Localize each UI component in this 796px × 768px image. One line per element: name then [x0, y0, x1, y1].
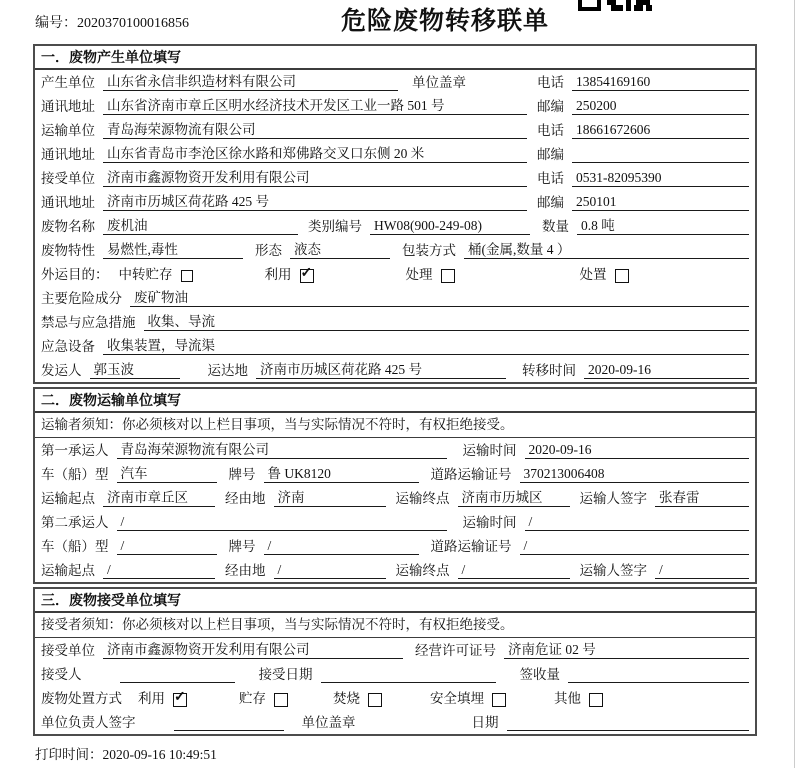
- endpoint-label: 运输终点: [395, 563, 450, 578]
- print-time-value: 2020-09-16 10:49:51: [102, 747, 217, 762]
- transport-date-label: 运输时间: [462, 515, 517, 530]
- plate-number-value: 鲁 UK8120: [264, 466, 419, 483]
- road-permit-value: 370213006408: [520, 466, 750, 483]
- emergency-equipment-value: 收集装置，导流渠: [103, 338, 749, 355]
- producer-phone-value: 13854169160: [572, 74, 749, 91]
- option-disposal-other: [554, 691, 603, 707]
- date-value: [507, 715, 750, 731]
- serial-value: 2020370100016856: [77, 16, 189, 31]
- checkbox-treat-icon: [441, 269, 455, 283]
- option-disposal-utilize: [138, 691, 187, 707]
- category-code-value: HW08(900-249-08): [370, 218, 530, 235]
- row-waste-property: [35, 238, 755, 262]
- endpoint-label: 运输终点: [395, 491, 450, 506]
- row-right-group: [537, 122, 749, 139]
- section-receiver: [33, 587, 757, 736]
- responsible-signature-value: [174, 715, 284, 731]
- row-receiver-unit: [35, 166, 755, 190]
- unit-seal-label: 单位盖章: [301, 715, 356, 730]
- recipient-label: 接受人: [41, 667, 82, 682]
- license-number-label: 经营许可证号: [415, 643, 496, 658]
- row-outbound-purpose: [35, 262, 755, 286]
- carrier-signature-label: 运输人签字: [579, 563, 647, 578]
- row-shipper: [35, 358, 755, 382]
- row-right-group: [537, 147, 749, 163]
- emergency-measures-value: 收集、导流: [144, 314, 750, 331]
- transport-date-2-value: /: [525, 514, 750, 531]
- producer-zipcode-value: 250200: [572, 98, 749, 115]
- form-state-label: 形态: [255, 243, 282, 258]
- section-producer-title: 一．废物产生单位填写: [35, 46, 755, 70]
- row-left-group: [41, 170, 537, 187]
- row-transporter-address: [35, 142, 755, 166]
- road-permit-label: 道路运输证号: [430, 467, 512, 482]
- transfer-date-label: 转移时间: [522, 363, 576, 378]
- transporter-notice: 运输者须知：你必须核对以上栏目事项，当与实际情况不符时，有权拒绝接受。: [35, 413, 755, 438]
- checkbox-disposal-storage-icon: [274, 693, 288, 707]
- print-time-label: 打印时间：: [35, 747, 103, 762]
- section-producer: [33, 44, 757, 384]
- quantity-value: 0.8 吨: [577, 218, 749, 235]
- carrier-signature-2-value: /: [655, 562, 749, 579]
- receiving-unit-label: 接受单位: [41, 643, 95, 658]
- vehicle-type-label: 车（船）型: [41, 467, 109, 482]
- address-label: 通讯地址: [41, 195, 95, 210]
- destination-label: 运达地: [207, 363, 248, 378]
- row-right-group: [537, 74, 749, 91]
- row-receiver-address: [35, 190, 755, 214]
- transfer-date-value: 2020-09-16: [584, 362, 749, 379]
- phone-label: 电话: [537, 171, 564, 186]
- row-left-group: [41, 74, 537, 91]
- producer-unit-label: 产生单位: [41, 75, 95, 90]
- option-label: 利用: [138, 691, 165, 706]
- shipper-value: 郭玉波: [90, 362, 180, 379]
- option-transfer-storage: [119, 267, 193, 283]
- vehicle-type-2-value: /: [117, 538, 217, 555]
- producer-unit-value: 山东省永信非织造材料有限公司: [103, 74, 398, 91]
- phone-label: 电话: [537, 75, 564, 90]
- hazard-component-value: 废矿物油: [130, 290, 749, 307]
- row-hazard-component: [35, 286, 755, 310]
- origin-label: 运输起点: [41, 491, 95, 506]
- section-transporter-title: 二．废物运输单位填写: [35, 389, 755, 413]
- checkbox-disposal-landfill-icon: [492, 693, 506, 707]
- transporter-zipcode-value: [572, 147, 749, 163]
- transporter-unit-value: 青岛海荣源物流有限公司: [103, 122, 527, 139]
- row-left-group: [41, 146, 537, 163]
- shipper-label: 发运人: [41, 363, 82, 378]
- row-vehicle-type-2: [35, 534, 755, 558]
- address-label: 通讯地址: [41, 99, 95, 114]
- received-quantity-value: [568, 667, 749, 683]
- row-responsible-signature: [35, 710, 755, 734]
- receiver-unit-value: 济南市鑫源物资开发利用有限公司: [103, 170, 527, 187]
- waste-name-label: 废物名称: [41, 219, 95, 234]
- checkbox-transfer-storage-icon: [181, 270, 193, 282]
- option-label: 其他: [554, 691, 581, 706]
- row-emergency-measures: [35, 310, 755, 334]
- emergency-equipment-label: 应急设备: [41, 339, 95, 354]
- row-producer-address: [35, 94, 755, 118]
- category-code-label: 类别编号: [308, 219, 362, 234]
- packaging-value: 桶(金属,数量 4 ）: [464, 242, 749, 259]
- receiver-zipcode-value: 250101: [572, 194, 749, 211]
- row-route-2: [35, 558, 755, 582]
- row-recipient: [35, 662, 755, 686]
- carrier-signature-label: 运输人签字: [579, 491, 647, 506]
- disposal-method-label: 废物处置方式: [41, 691, 122, 706]
- option-disposal-storage: [239, 691, 288, 707]
- option-label: 中转贮存: [118, 267, 173, 282]
- vehicle-type-value: 汽车: [117, 466, 217, 483]
- origin-label: 运输起点: [41, 563, 95, 578]
- plate-number-label: 牌号: [228, 539, 256, 554]
- second-carrier-label: 第二承运人: [41, 515, 109, 530]
- row-transporter-unit: [35, 118, 755, 142]
- section-receiver-title: 三．废物接受单位填写: [35, 589, 755, 613]
- transporter-unit-label: 运输单位: [41, 123, 95, 138]
- receiver-address-value: 济南市历城区荷花路 425 号: [103, 194, 527, 211]
- zipcode-label: 邮编: [537, 195, 564, 210]
- manifest-document: [33, 0, 757, 763]
- producer-address-value: 山东省济南市章丘区明水经济技术开发区工业一路 501 号: [103, 98, 527, 115]
- row-receiving-unit: [35, 638, 755, 662]
- print-time: [33, 743, 757, 763]
- checkbox-disposal-utilize-icon: [173, 693, 187, 707]
- row-producer-unit: [35, 70, 755, 94]
- waste-property-value: 易燃性,毒性: [103, 242, 243, 259]
- road-permit-label: 道路运输证号: [430, 539, 512, 554]
- endpoint-2-value: /: [458, 562, 570, 579]
- document-header: [33, 0, 757, 44]
- waste-property-label: 废物特性: [41, 243, 95, 258]
- row-emergency-equipment: [35, 334, 755, 358]
- row-vehicle-type-1: [35, 462, 755, 486]
- waste-name-value: 废机油: [103, 218, 298, 235]
- row-right-group: [537, 170, 749, 187]
- second-carrier-value: /: [117, 514, 447, 531]
- via-2-value: /: [274, 562, 386, 579]
- phone-label: 电话: [537, 123, 564, 138]
- first-carrier-value: 青岛海荣源物流有限公司: [117, 442, 447, 459]
- transporter-address-value: 山东省青岛市李沧区徐水路和郑佛路交叉口东侧 20 米: [103, 146, 527, 163]
- via-label: 经由地: [225, 563, 266, 578]
- option-treat: [406, 267, 455, 283]
- row-left-group: [41, 98, 537, 115]
- row-disposal-method: [35, 686, 755, 710]
- transport-date-value: 2020-09-16: [525, 442, 750, 459]
- row-right-group: [537, 98, 749, 115]
- checkbox-disposal-other-icon: [589, 693, 603, 707]
- row-route-1: [35, 486, 755, 510]
- row-waste-name: [35, 214, 755, 238]
- option-disposal-incinerate: [333, 691, 382, 707]
- qr-code-fragment: [578, 0, 652, 11]
- destination-value: 济南市历城区荷花路 425 号: [256, 362, 506, 379]
- transporter-phone-value: 18661672606: [572, 122, 749, 139]
- receive-date-label: 接受日期: [258, 667, 313, 682]
- license-number-value: 济南危证 02 号: [504, 642, 749, 659]
- plate-number-2-value: /: [264, 538, 419, 555]
- vehicle-type-label: 车（船）型: [41, 539, 109, 554]
- receiver-phone-value: 0531-82095390: [572, 170, 749, 187]
- packaging-label: 包装方式: [402, 243, 456, 258]
- row-first-carrier: [35, 438, 755, 462]
- unit-seal-label: 单位盖章: [412, 75, 466, 90]
- option-label: 处置: [579, 267, 607, 282]
- option-dispose: [580, 267, 629, 283]
- road-permit-2-value: /: [520, 538, 750, 555]
- option-label: 焚烧: [333, 691, 360, 706]
- option-label: 利用: [264, 267, 292, 282]
- option-utilize: [265, 267, 314, 283]
- receive-date-value: [321, 667, 496, 683]
- page-title: 危险废物转移联单: [340, 8, 549, 35]
- receiver-notice: 接受者须知：你必须核对以上栏目事项，当与实际情况不符时，有权拒绝接受。: [35, 613, 755, 638]
- checkbox-disposal-incinerate-icon: [368, 693, 382, 707]
- row-left-group: [41, 194, 537, 211]
- zipcode-label: 邮编: [537, 147, 564, 162]
- row-right-group: [537, 194, 749, 211]
- quantity-label: 数量: [542, 219, 569, 234]
- origin-value: 济南市章丘区: [103, 490, 215, 507]
- option-disposal-landfill: [430, 691, 506, 707]
- origin-2-value: /: [103, 562, 215, 579]
- hazard-component-label: 主要危险成分: [41, 291, 122, 306]
- row-left-group: [41, 122, 537, 139]
- transport-date-label: 运输时间: [462, 443, 517, 458]
- zipcode-label: 邮编: [537, 99, 564, 114]
- address-label: 通讯地址: [41, 147, 95, 162]
- date-label: 日期: [471, 715, 499, 730]
- serial-label: 编号：: [35, 16, 77, 31]
- row-second-carrier: [35, 510, 755, 534]
- checkbox-dispose-icon: [615, 269, 629, 283]
- first-carrier-label: 第一承运人: [41, 443, 109, 458]
- recipient-value: [120, 667, 235, 683]
- receiver-unit-label: 接受单位: [41, 171, 95, 186]
- checkbox-utilize-icon: [300, 269, 314, 283]
- form-state-value: 液态: [290, 242, 390, 259]
- outbound-purpose-label: 外运目的：: [41, 267, 109, 282]
- responsible-signature-label: 单位负责人签字: [41, 715, 136, 730]
- via-value: 济南: [274, 490, 386, 507]
- option-label: 处理: [405, 267, 433, 282]
- plate-number-label: 牌号: [228, 467, 256, 482]
- endpoint-value: 济南市历城区: [458, 490, 570, 507]
- option-label: 贮存: [239, 691, 266, 706]
- received-quantity-label: 签收量: [519, 667, 560, 682]
- receiving-unit-value: 济南市鑫源物资开发利用有限公司: [103, 642, 403, 659]
- emergency-measures-label: 禁忌与应急措施: [41, 315, 136, 330]
- via-label: 经由地: [225, 491, 266, 506]
- option-label: 安全填埋: [430, 691, 484, 706]
- section-transporter: [33, 387, 757, 584]
- carrier-signature-value: 张春雷: [655, 490, 749, 507]
